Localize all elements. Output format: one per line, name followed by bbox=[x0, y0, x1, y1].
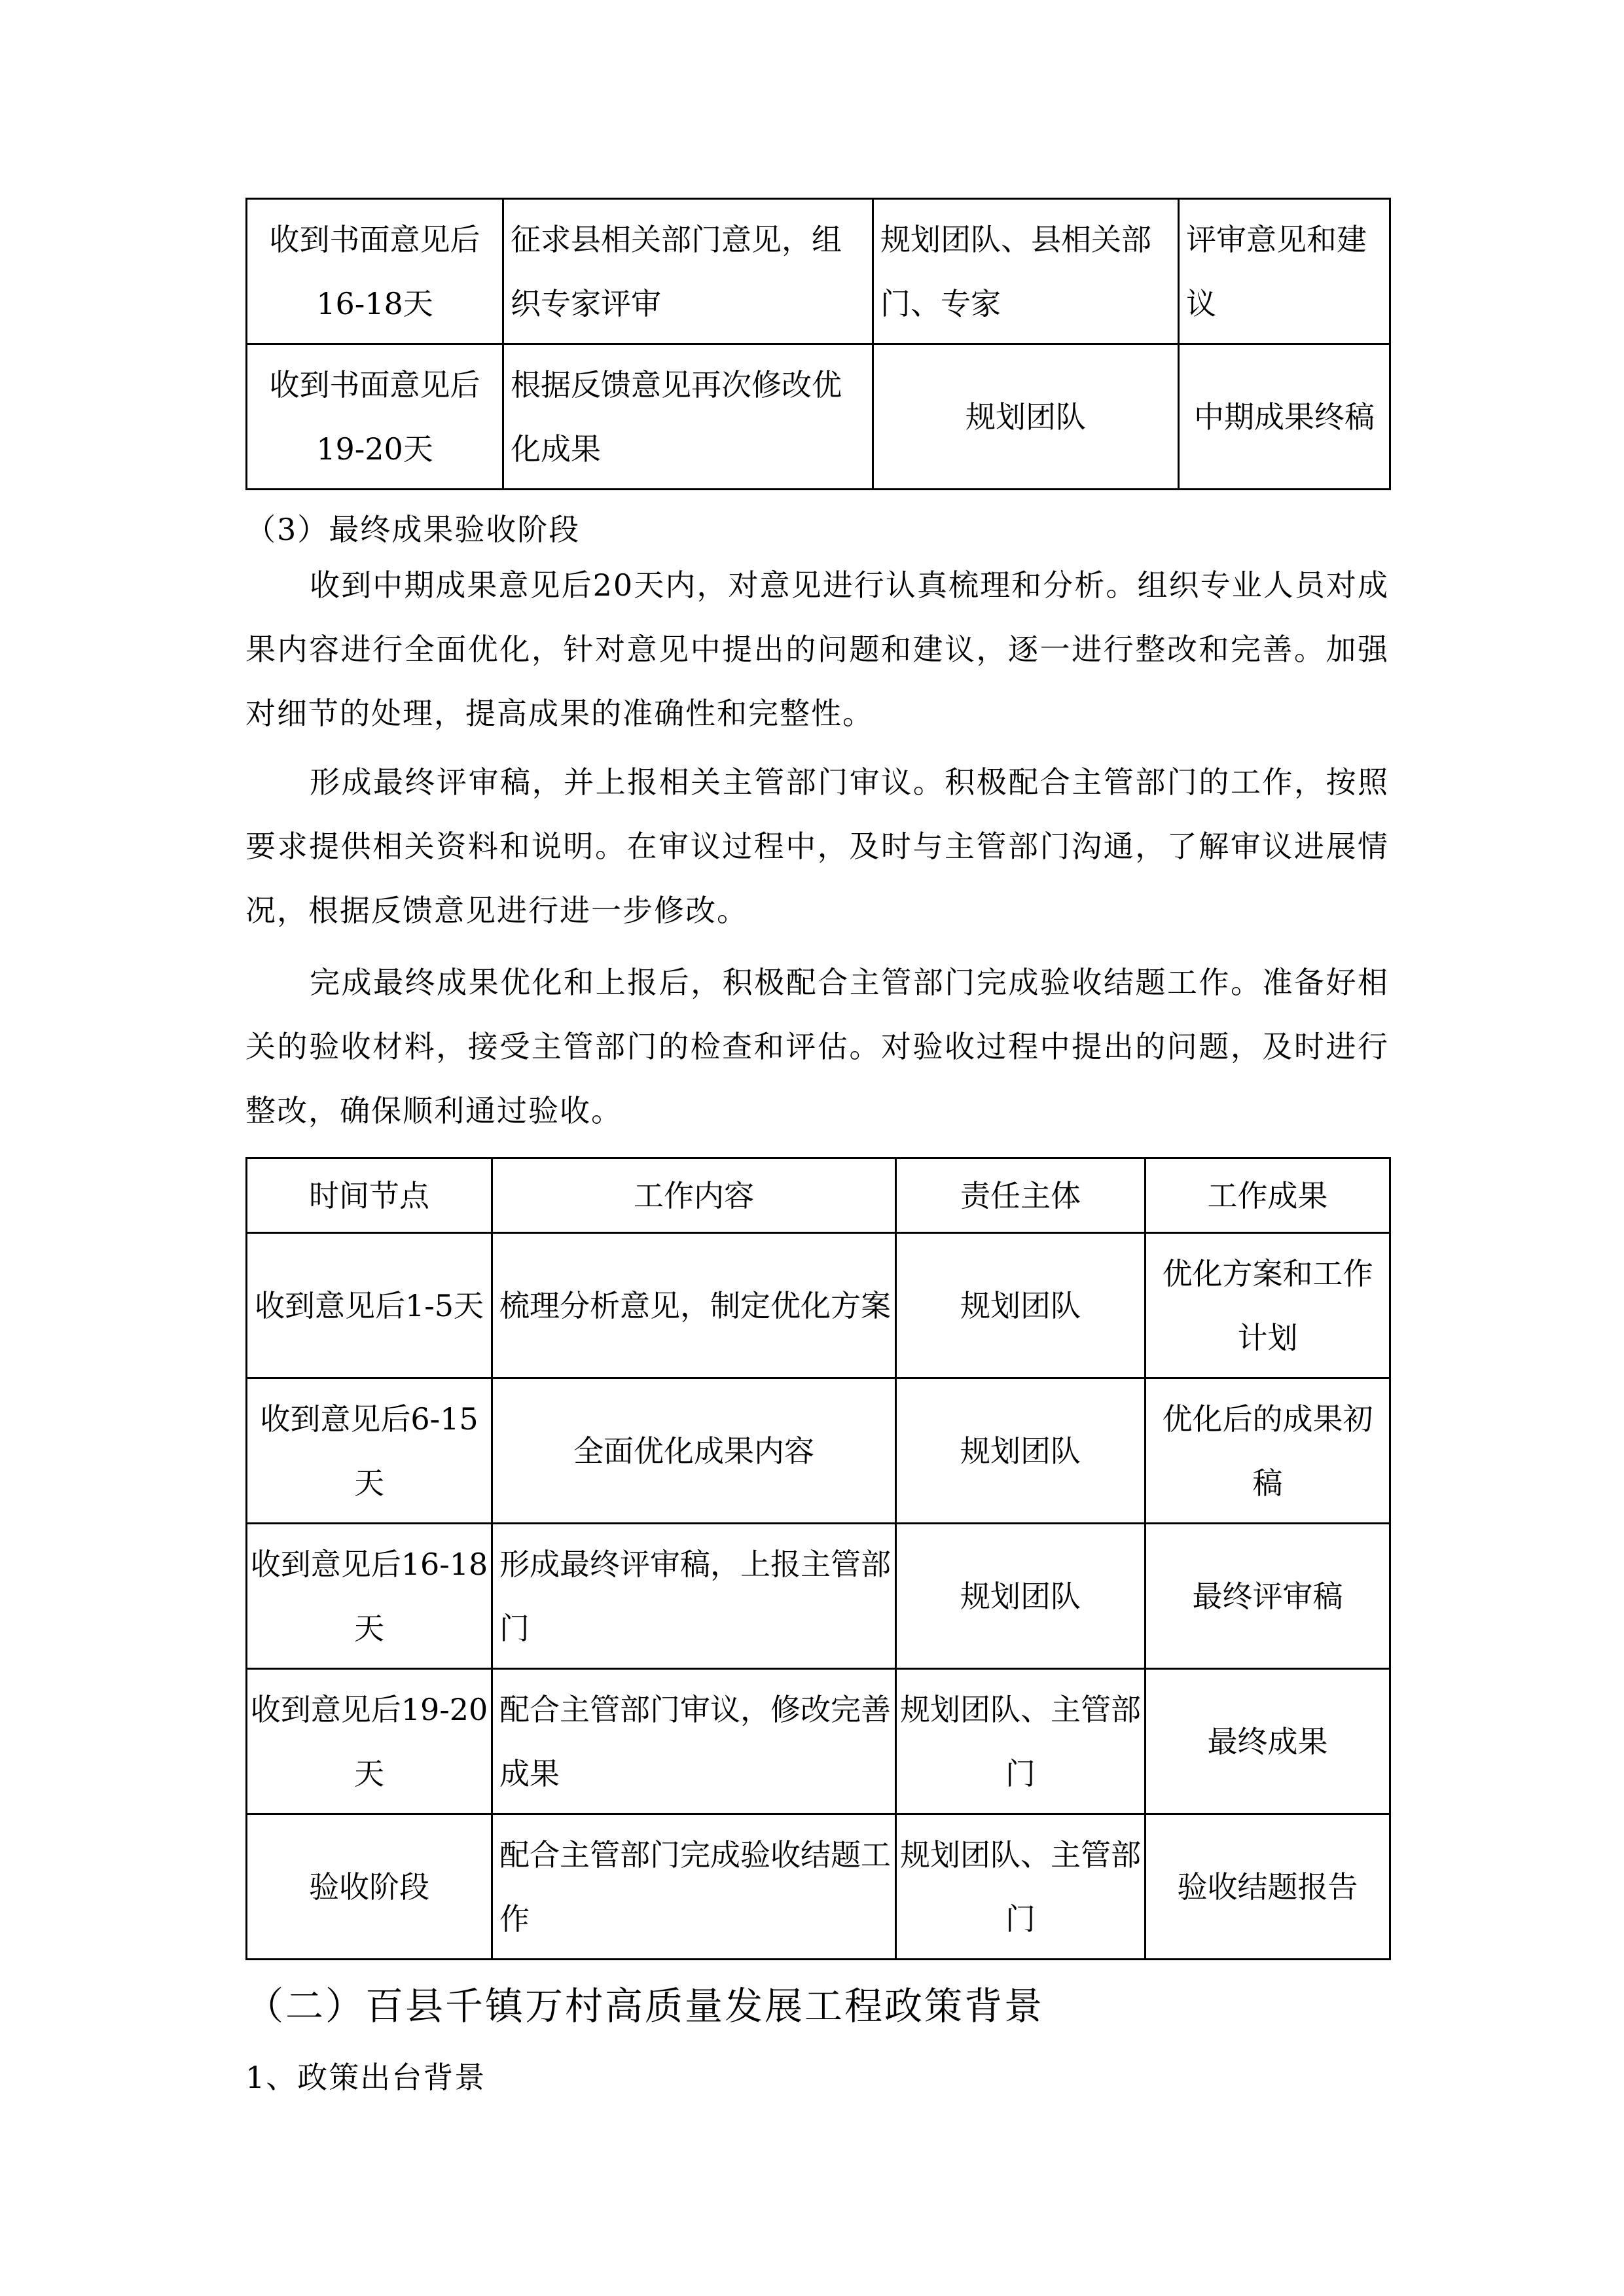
table-row bbox=[247, 1669, 1390, 1814]
table-cell: 规划团队 bbox=[873, 344, 1179, 490]
table-row bbox=[247, 1524, 1390, 1669]
table-cell: 收到意见后6-15天 bbox=[247, 1378, 492, 1524]
table-cell: 收到书面意见后19-20天 bbox=[247, 344, 503, 490]
table-row bbox=[247, 344, 1390, 490]
table-cell: 评审意见和建议 bbox=[1179, 199, 1390, 344]
body-paragraph: 形成最终评审稿，并上报相关主管部门审议。积极配合主管部门的工作，按照要求提供相关资料和说明。在审议过程中，及时与主管部门沟通，了解审议进展情况，根据反馈意见进行进一步修改。 bbox=[245, 764, 1389, 928]
body-paragraph: 收到中期成果意见后20天内，对意见进行认真梳理和分析。组织专业人员对成果内容进行全面优化，针对意见中提出的问题和建议，逐一进行整改和完善。加强对细节的处理，提高成果的准确性和完整性。 bbox=[245, 567, 1389, 731]
table-cell: 配合主管部门审议，修改完善成果 bbox=[492, 1669, 896, 1814]
table-cell: 优化方案和工作计划 bbox=[1146, 1233, 1390, 1378]
table-cell: 中期成果终稿 bbox=[1179, 344, 1390, 490]
table-cell: 梳理分析意见，制定优化方案 bbox=[492, 1233, 896, 1378]
table-cell: 最终成果 bbox=[1146, 1669, 1390, 1814]
table-cell: 规划团队、主管部门 bbox=[896, 1814, 1146, 1960]
table-cell: 规划团队 bbox=[896, 1524, 1146, 1669]
table-cell: 优化后的成果初稿 bbox=[1146, 1378, 1390, 1524]
table-header-cell: 时间节点 bbox=[247, 1158, 492, 1233]
table-row bbox=[247, 1378, 1390, 1524]
table-cell: 收到意见后16-18天 bbox=[247, 1524, 492, 1669]
table-cell: 收到书面意见后16-18天 bbox=[247, 199, 503, 344]
table-cell: 规划团队、主管部门 bbox=[896, 1669, 1146, 1814]
table-row bbox=[247, 1814, 1390, 1960]
table-header-cell: 工作内容 bbox=[492, 1158, 896, 1233]
table-cell: 根据反馈意见再次修改优化成果 bbox=[503, 344, 873, 490]
table-cell: 验收阶段 bbox=[247, 1814, 492, 1960]
table-cell: 规划团队、县相关部门、专家 bbox=[873, 199, 1179, 344]
table-cell: 最终评审稿 bbox=[1146, 1524, 1390, 1669]
table-cell: 全面优化成果内容 bbox=[492, 1378, 896, 1524]
table-header-cell: 工作成果 bbox=[1146, 1158, 1390, 1233]
table-cell: 收到意见后19-20天 bbox=[247, 1669, 492, 1814]
table-cell: 验收结题报告 bbox=[1146, 1814, 1390, 1960]
table-header-row bbox=[247, 1158, 1390, 1233]
acceptance-schedule-table bbox=[245, 1157, 1391, 1960]
table-header-cell: 责任主体 bbox=[896, 1158, 1146, 1233]
subsection-title: 1、政策出台背景 bbox=[245, 2060, 486, 2095]
body-paragraph: 完成最终成果优化和上报后，积极配合主管部门完成验收结题工作。准备好相关的验收材料，接受主管部门的检查和评估。对验收过程中提出的问题，及时进行整改，确保顺利通过验收。 bbox=[245, 965, 1389, 1128]
table-cell: 收到意见后1-5天 bbox=[247, 1233, 492, 1378]
stage-heading: （3）最终成果验收阶段 bbox=[245, 512, 581, 547]
table-row bbox=[247, 199, 1390, 344]
table-cell: 规划团队 bbox=[896, 1378, 1146, 1524]
table-cell: 规划团队 bbox=[896, 1233, 1146, 1378]
schedule-table-continued bbox=[245, 198, 1391, 490]
table-cell: 配合主管部门完成验收结题工作 bbox=[492, 1814, 896, 1960]
table-row bbox=[247, 1233, 1390, 1378]
section-title: （二）百县千镇万村高质量发展工程政策背景 bbox=[245, 1984, 1045, 2028]
table-cell: 征求县相关部门意见，组织专家评审 bbox=[503, 199, 873, 344]
table-cell: 形成最终评审稿，上报主管部门 bbox=[492, 1524, 896, 1669]
